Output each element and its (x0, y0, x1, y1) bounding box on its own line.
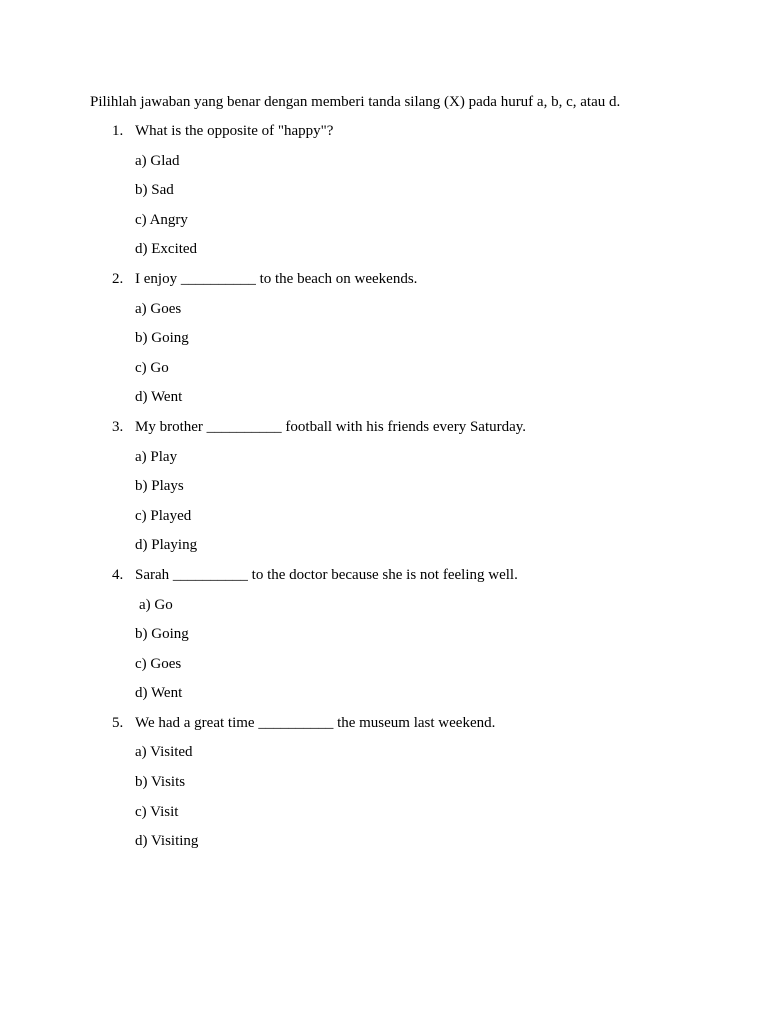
option-label: d) Went (135, 685, 183, 702)
option-label: d) Visiting (135, 833, 199, 850)
question-number: 2. (112, 270, 124, 287)
question-list (0, 122, 768, 862)
instruction-text: Pilihlah jawaban yang benar dengan memberi tanda silang (X) pada huruf a, b, c, atau d. (90, 94, 621, 110)
option-b (0, 625, 768, 655)
question-number: 3. (112, 418, 124, 435)
option-label: a) Play (135, 448, 178, 465)
option-label: c) Angry (135, 211, 188, 228)
option-label: d) Playing (135, 537, 198, 554)
question-text: I enjoy __________ to the beach on weekends. (135, 270, 418, 287)
question-text: Sarah __________ to the doctor because she is not feeling well. (135, 566, 518, 583)
question-number: 1. (112, 123, 124, 139)
option-d (0, 684, 768, 714)
option-label: b) Going (135, 626, 189, 643)
option-c (0, 211, 768, 241)
option-label: b) Going (135, 330, 189, 347)
option-d (0, 240, 768, 270)
option-label: a) Visited (135, 744, 193, 761)
option-label: a) Glad (135, 152, 180, 169)
option-label: b) Sad (135, 182, 174, 199)
option-c (0, 507, 768, 537)
option-label: b) Plays (135, 478, 184, 495)
question-text: What is the opposite of "happy"? (135, 123, 334, 139)
option-label: d) Went (135, 389, 183, 406)
question-2 (0, 270, 768, 300)
option-b (0, 477, 768, 507)
option-label: a) Go (139, 596, 173, 613)
option-a (0, 152, 768, 182)
option-b (0, 181, 768, 211)
option-b (0, 329, 768, 359)
question-text: My brother __________ football with his friends every Saturday. (135, 418, 527, 435)
option-label: c) Played (135, 507, 192, 524)
option-label: c) Go (135, 359, 169, 376)
option-a (0, 743, 768, 773)
question-number: 5. (112, 714, 124, 731)
option-label: c) Goes (135, 655, 182, 672)
option-label: d) Excited (135, 241, 198, 258)
question-5 (0, 714, 768, 744)
option-a (0, 596, 768, 626)
option-c (0, 803, 768, 833)
question-text: We had a great time __________ the museum last weekend. (135, 714, 496, 731)
option-a (0, 300, 768, 330)
option-b (0, 773, 768, 803)
option-d (0, 536, 768, 566)
option-a (0, 448, 768, 478)
option-c (0, 359, 768, 389)
question-number: 4. (112, 566, 124, 583)
option-label: a) Goes (135, 300, 182, 317)
option-d (0, 388, 768, 418)
option-label: c) Visit (135, 803, 179, 820)
option-d (0, 832, 768, 862)
question-4 (0, 566, 768, 596)
option-label: b) Visits (135, 774, 186, 791)
option-c (0, 655, 768, 685)
question-3 (0, 418, 768, 448)
question-1 (0, 122, 768, 152)
